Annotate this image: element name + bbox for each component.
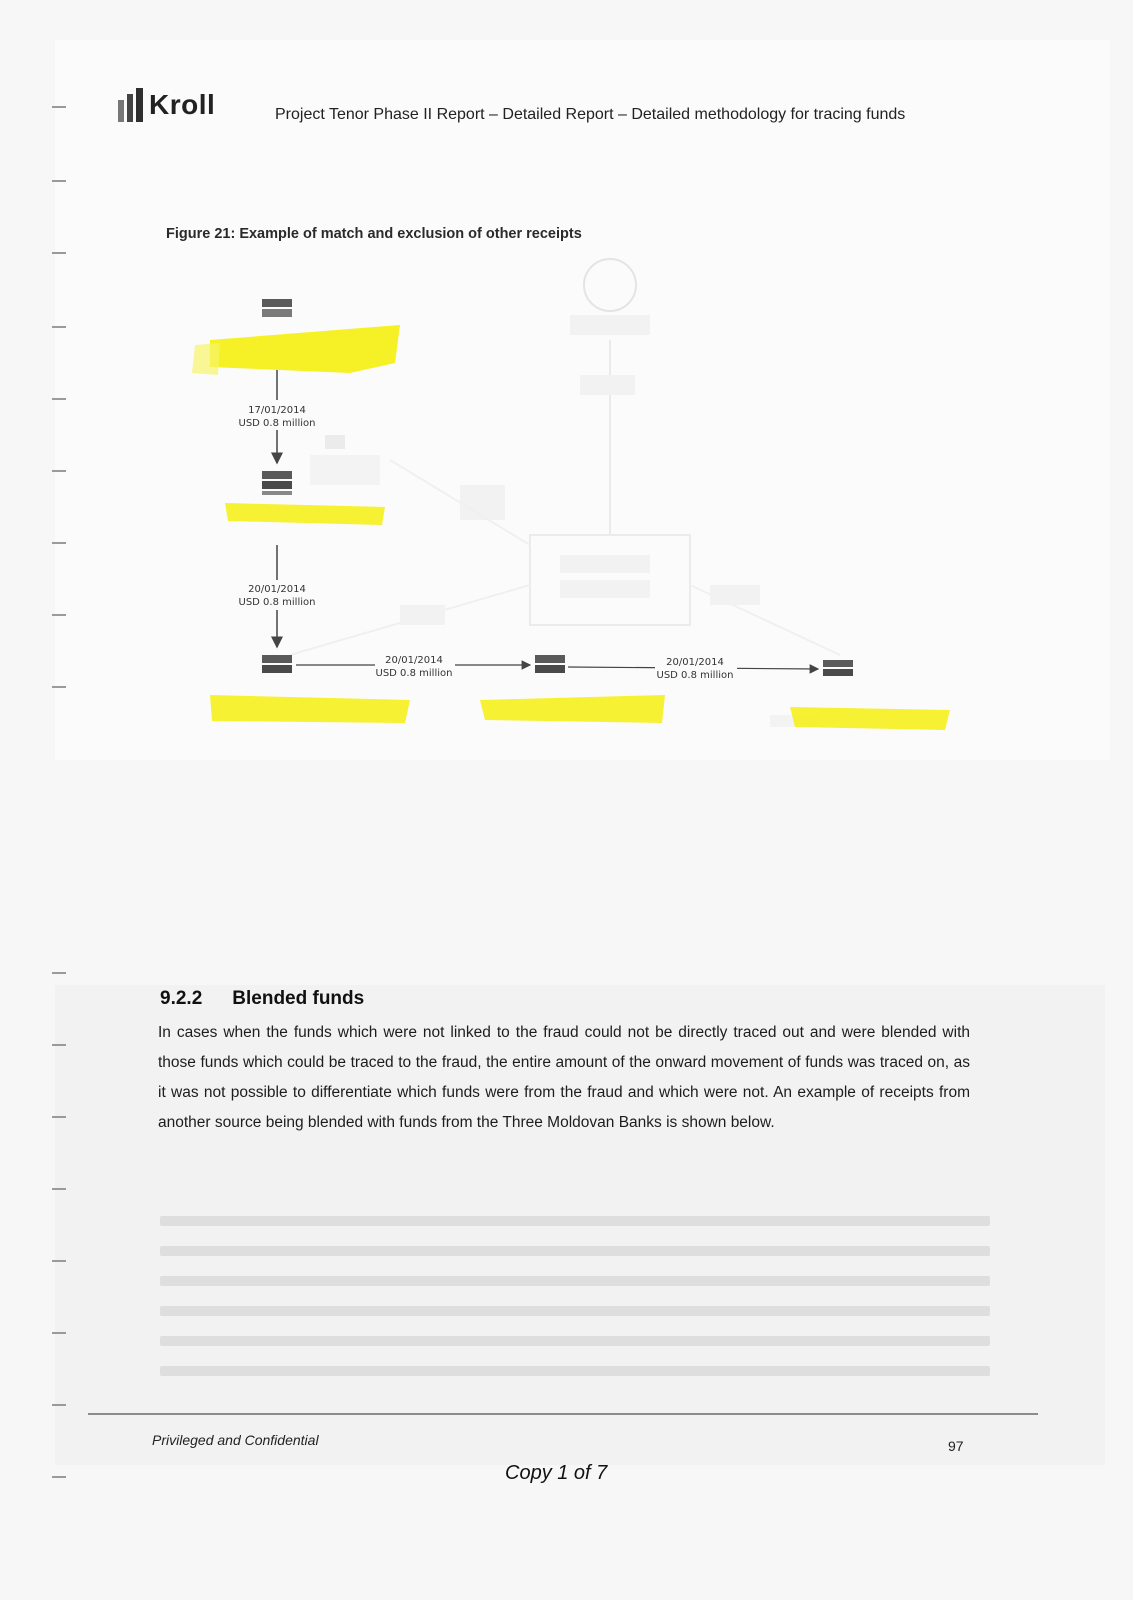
margin-mark xyxy=(52,1332,66,1334)
account-node-3 xyxy=(262,655,292,673)
footer-rule xyxy=(88,1413,1038,1415)
edge-4-amount: USD 0.8 million xyxy=(656,670,734,681)
kroll-logo xyxy=(118,88,215,122)
bleed-through-line xyxy=(160,1216,990,1226)
logo-text: Kroll xyxy=(149,89,216,120)
margin-mark xyxy=(52,686,66,688)
section-body: In cases when the funds which were not linked to the fraud could not be directly traced out and were blended with those funds which could be traced to the fraud, the entire amount of the onward movement of funds was traced on, as it was not possible to differentiate which funds were from the fraud and which were not. An example of receipts from another source being blended with funds from the Three Moldovan Banks is shown below. xyxy=(158,1024,970,1131)
bleed-through-line xyxy=(160,1246,990,1256)
margin-mark xyxy=(52,1044,66,1046)
redaction-highlight xyxy=(480,695,665,723)
bank-account-icon xyxy=(535,655,565,663)
redaction-highlight xyxy=(210,325,400,373)
margin-mark xyxy=(52,1116,66,1118)
edge-3-amount: USD 0.8 million xyxy=(375,668,453,679)
figure-caption: Figure 21: Example of match and exclusion of other receipts xyxy=(166,226,582,242)
bleed-through-line xyxy=(160,1276,990,1286)
bank-account-icon xyxy=(262,471,292,479)
margin-mark xyxy=(52,614,66,616)
margin-mark xyxy=(52,1404,66,1406)
bleed-through-line xyxy=(160,1336,990,1346)
copy-stamp: Copy 1 of 7 xyxy=(505,1462,608,1484)
margin-mark xyxy=(52,972,66,974)
margin-mark xyxy=(52,1188,66,1190)
bank-account-icon xyxy=(262,299,292,307)
account-node-4 xyxy=(535,655,565,673)
section-number: 9.2.2 xyxy=(160,988,203,1009)
edge-2-amount: USD 0.8 million xyxy=(238,597,316,608)
account-node-5 xyxy=(823,660,853,676)
edge-1-amount: USD 0.8 million xyxy=(238,418,316,429)
page-number: 97 xyxy=(948,1438,964,1454)
edge-2-date: 20/01/2014 xyxy=(248,584,306,595)
margin-mark xyxy=(52,1260,66,1262)
footer-confidentiality: Privileged and Confidential xyxy=(152,1432,319,1448)
redaction-highlight xyxy=(225,503,385,525)
edge-1-date: 17/01/2014 xyxy=(248,405,306,416)
kroll-logo-icon xyxy=(118,88,143,122)
account-node-1 xyxy=(262,299,292,317)
bleed-through-line xyxy=(160,1366,990,1376)
margin-mark xyxy=(52,398,66,400)
account-node-2 xyxy=(262,471,292,495)
section-title: Blended funds xyxy=(232,988,365,1009)
redaction-highlight xyxy=(210,695,410,723)
margin-mark xyxy=(52,180,66,182)
margin-mark xyxy=(52,106,66,108)
bank-account-icon xyxy=(262,655,292,663)
section-heading xyxy=(160,988,364,1010)
margin-mark xyxy=(52,252,66,254)
edge-4-date: 20/01/2014 xyxy=(666,657,724,668)
margin-mark xyxy=(52,542,66,544)
margin-mark xyxy=(52,470,66,472)
bleed-through-line xyxy=(160,1306,990,1316)
redaction-highlight xyxy=(790,707,950,730)
fund-flow-diagram xyxy=(150,255,970,745)
report-title: Project Tenor Phase II Report – Detailed Report – Detailed methodology for tracing funds xyxy=(275,106,906,123)
margin-mark xyxy=(52,326,66,328)
bank-account-icon xyxy=(823,660,853,667)
margin-mark xyxy=(52,1476,66,1478)
edge-3-date: 20/01/2014 xyxy=(385,655,443,666)
redaction-highlight xyxy=(192,343,220,375)
